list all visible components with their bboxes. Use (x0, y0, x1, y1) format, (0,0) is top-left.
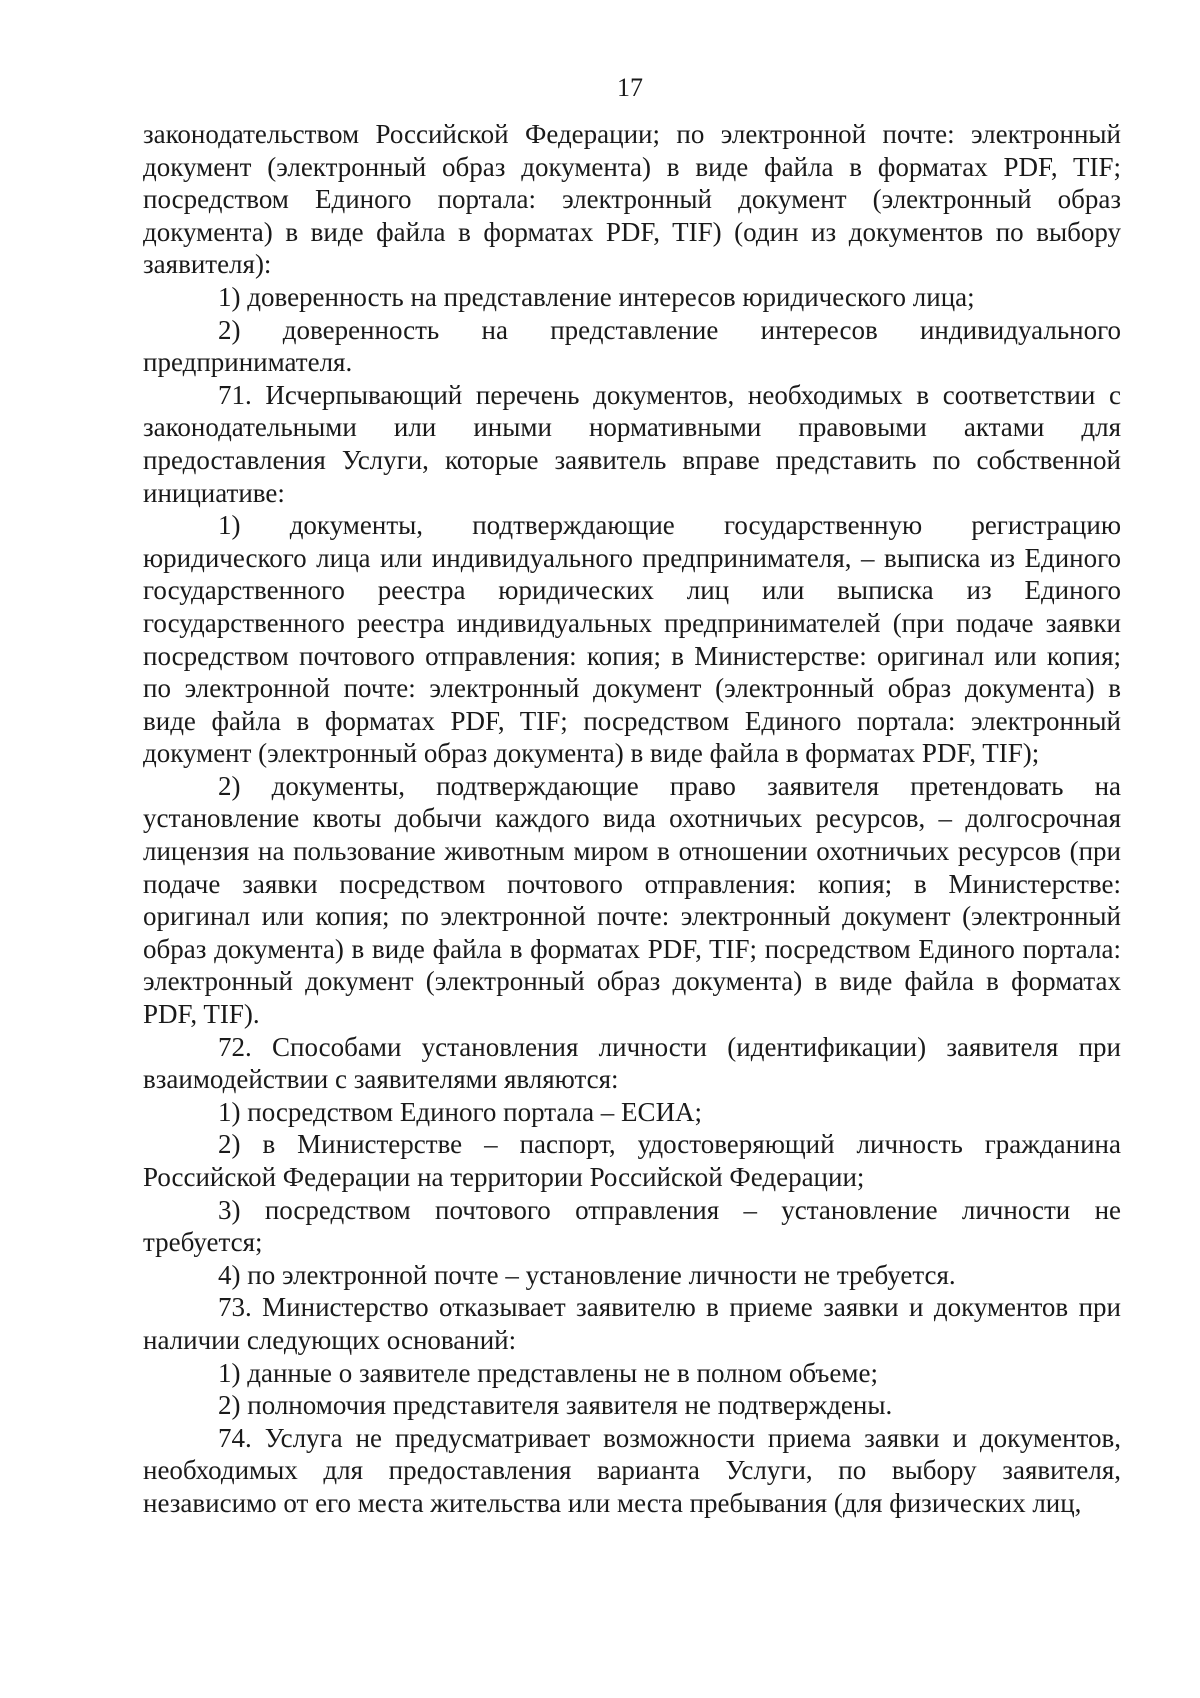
paragraph: 2) документы, подтверждающие право заявителя претендовать на установление квоты добычи каждого вида охотничьих ресурсов, – долгосрочная лицензия на пользование животным миром в отношении охотничьих ресурсов (при подаче заявки посредством почтового отправления: копия; в Министерстве: оригинал или копия; по электронной почте: электронный документ (электронный образ документа) в виде файла в форматах PDF, TIF; посредством Единого портала: электронный документ (электронный образ документа) в виде файла в форматах PDF, TIF). (143, 770, 1121, 1030)
paragraph: 3) посредством почтового отправления – установление личности не требуется; (143, 1194, 1121, 1258)
paragraph: 2) полномочия представителя заявителя не подтверждены. (218, 1390, 893, 1421)
paragraph: законодательством Российской Федерации; по электронной почте: электронный документ (электронный образ документа) в виде файла в форматах PDF, TIF; посредством Единого портала: электронный документ (электронный образ документа) в виде файла в форматах PDF, TIF) (один из документов по выбору заявителя): (143, 119, 1121, 280)
paragraph: 73. Министерство отказывает заявителю в приеме заявки и документов при наличии следующих оснований: (143, 1292, 1121, 1355)
paragraph: 1) данные о заявителе представлены не в полном объеме; (218, 1357, 878, 1388)
page-number: 17 (617, 73, 643, 102)
document-body (143, 118, 1121, 1520)
paragraph: 71. Исчерпывающий перечень документов, необходимых в соответствии с законодательными или иными нормативными правовыми актами для предоставления Услуги, которые заявитель вправе представить по собственной инициативе: (143, 379, 1121, 508)
paragraph: 2) доверенность на представление интересов индивидуального предпринимателя. (143, 314, 1121, 378)
paragraph: 1) документы, подтверждающие государственную регистрацию юридического лица или индивидуального предпринимателя, – выписка из Единого государственного реестра юридических лиц или выписка из Единого государственного реестра индивидуальных предпринимателей (при подаче заявки посредством почтового отправления: копия; в Министерстве: оригинал или копия; по электронной почте: электронный документ (электронный образ документа) в виде файла в форматах PDF, TIF; посредством Единого портала: электронный документ (электронный образ документа) в виде файла в форматах PDF, TIF); (143, 510, 1121, 769)
paragraph: 1) посредством Единого портала – ЕСИА; (218, 1096, 703, 1127)
paragraph: 2) в Министерстве – паспорт, удостоверяющий личность гражданина Российской Федерации на территории Российской Федерации; (143, 1129, 1121, 1192)
paragraph: 4) по электронной почте – установление личности не требуется. (218, 1259, 956, 1290)
paragraph: 72. Способами установления личности (идентификации) заявителя при взаимодействии с заявителями являются: (143, 1031, 1121, 1095)
paragraph: 74. Услуга не предусматривает возможности приема заявки и документов, необходимых для предоставления варианта Услуги, по выбору заявителя, независимо от его места жительства или места пребывания (для физических лиц, (143, 1422, 1121, 1518)
paragraph: 1) доверенность на представление интересов юридического лица; (218, 281, 975, 312)
